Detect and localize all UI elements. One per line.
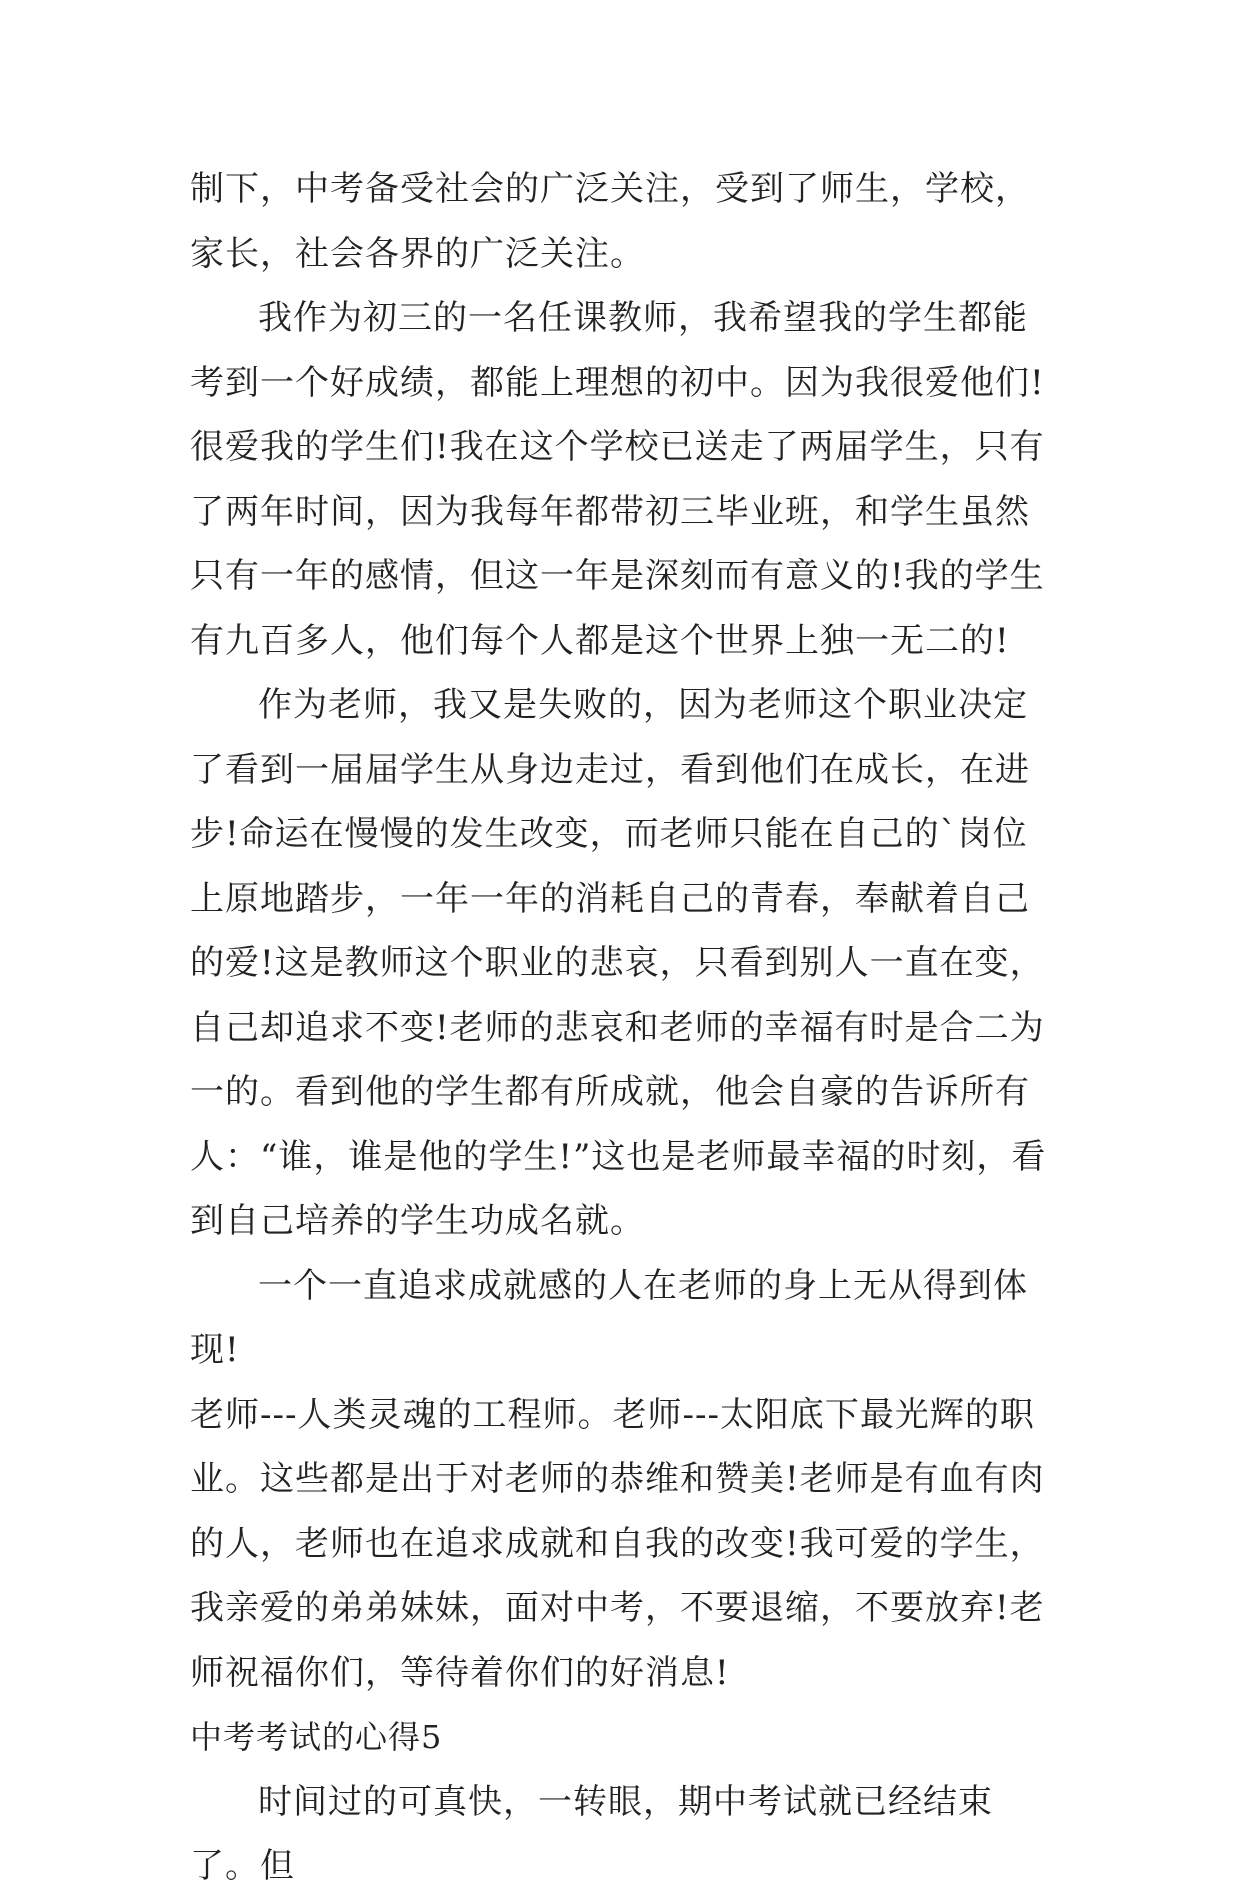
- paragraph-6: 时间过的可真快，一转眼，期中考试就已经结束了。但: [190, 1781, 993, 1886]
- paragraph-3: 作为老师，我又是失败的，因为老师这个职业决定了看到一届届学生从身边走过，看到他们在成长，在进步!命运在慢慢的发生改变，而老师只能在自己的`岗位上原地踏步，一年一年的消耗自己的青春，奉献着自己的爱!这是教师这个职业的悲哀，只看到别人一直在变，自己却追求不变!老师的悲哀和老师的幸福有时是合二为一的。看到他的学生都有所成就，他会自豪的告诉所有人：“谁，谁是他的学生!”这也是老师最幸福的时刻，看到自己培养的学生功成名就。: [190, 685, 1047, 1241]
- paragraph-5: 老师---人类灵魂的工程师。老师---太阳底下最光辉的职业。这些都是出于对老师的恭维和赞美!老师是有血有肉的人，老师也在追求成就和自我的改变!我可爱的学生，我亲爱的弟弟妹妹，面对中考，不要退缩，不要放弃!老师祝福你们，等待着你们的好消息!: [190, 1394, 1045, 1693]
- paragraph-1: 制下，中考备受社会的广泛关注，受到了师生，学校，家长，社会各界的广泛关注。: [190, 169, 1030, 274]
- section-heading: 中考考试的心得5: [190, 1718, 443, 1756]
- paragraph-4: 一个一直追求成就感的人在老师的身上无从得到体现!: [190, 1265, 1028, 1370]
- document-body: [190, 157, 1050, 1899]
- paragraph-2: 我作为初三的一名任课教师，我希望我的学生都能考到一个好成绩，都能上理想的初中。因为我很爱他们!很爱我的学生们!我在这个学校已送走了两届学生，只有了两年时间，因为我每年都带初三毕业班，和学生虽然只有一年的感情，但这一年是深刻而有意义的!我的学生有九百多人，他们每个人都是这个世界上独一无二的!: [190, 298, 1045, 661]
